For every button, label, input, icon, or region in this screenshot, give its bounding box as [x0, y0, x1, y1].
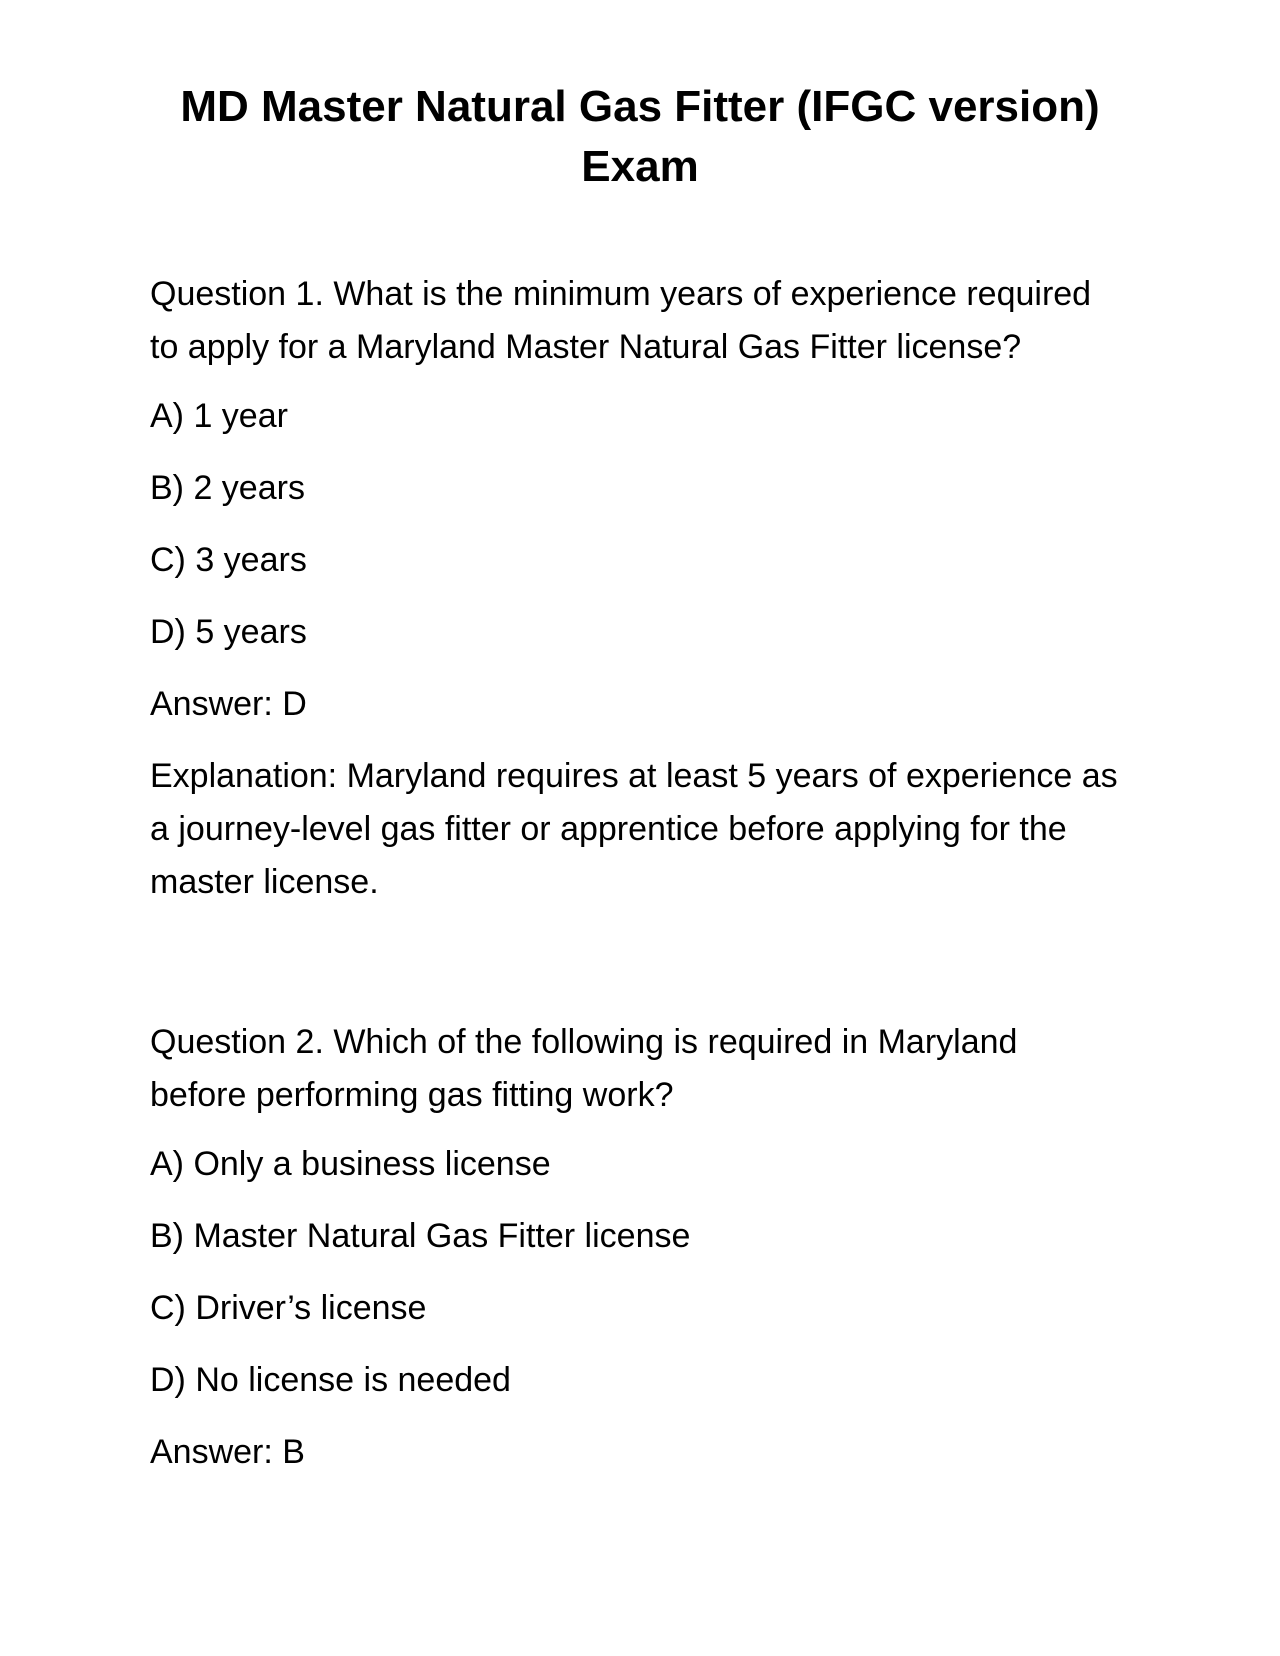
question-1-answer: Answer: D — [150, 685, 307, 723]
question-1-option-a: A) 1 year — [150, 397, 288, 435]
title-line-1: MD Master Natural Gas Fitter (IFGC version) — [180, 82, 1100, 131]
question-1-option-d: D) 5 years — [150, 613, 307, 651]
question-1-explanation-line-3: master license. — [150, 863, 379, 901]
title-line-2: Exam — [581, 142, 699, 191]
question-2-option-c: C) Driver’s license — [150, 1289, 427, 1327]
question-2-option-b: B) Master Natural Gas Fitter license — [150, 1217, 691, 1255]
document-title — [120, 77, 1160, 197]
question-1-prompt-line-2: to apply for a Maryland Master Natural Gas Fitter license? — [150, 328, 1022, 366]
question-1-prompt-line-1: Question 1. What is the minimum years of experience required — [150, 275, 1092, 313]
question-2-answer: Answer: B — [150, 1433, 305, 1471]
question-1-explanation-line-2: a journey-level gas fitter or apprentice before applying for the — [150, 810, 1067, 848]
question-2-option-d: D) No license is needed — [150, 1361, 511, 1399]
question-2-prompt-line-2: before performing gas fitting work? — [150, 1076, 674, 1114]
question-2-option-a: A) Only a business license — [150, 1145, 551, 1183]
question-1-option-c: C) 3 years — [150, 541, 307, 579]
question-1-explanation-line-1: Explanation: Maryland requires at least 5 years of experience as — [150, 757, 1118, 795]
question-1-option-b: B) 2 years — [150, 469, 305, 507]
question-2-prompt-line-1: Question 2. Which of the following is required in Maryland — [150, 1023, 1018, 1061]
